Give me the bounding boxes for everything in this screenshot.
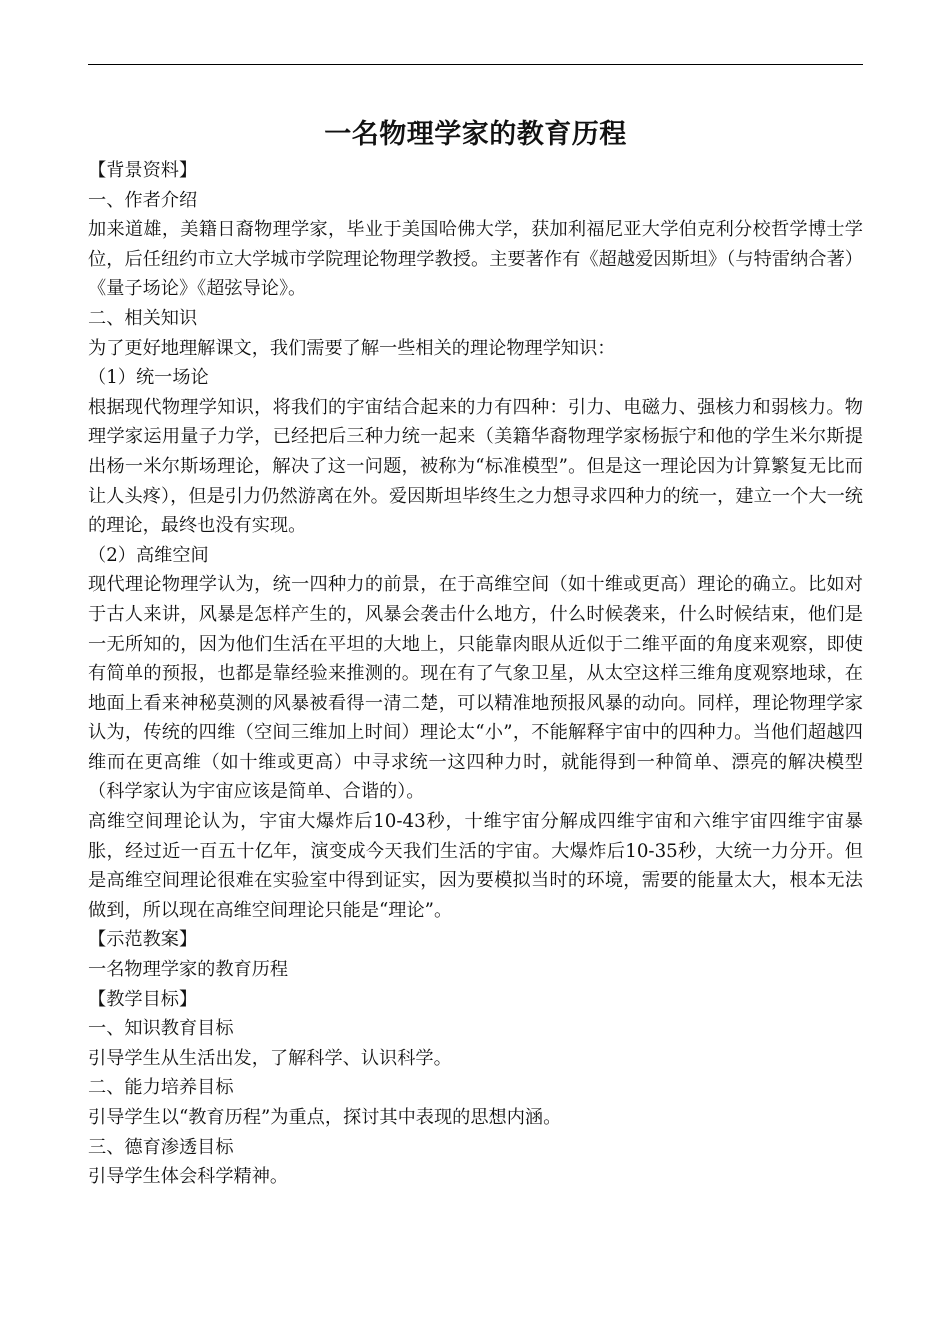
document-title: 一名物理学家的教育历程 bbox=[324, 119, 627, 150]
goal-knowledge-text: 引导学生从生活出发，了解科学、认识科学。 bbox=[88, 1047, 452, 1069]
goal-knowledge-heading: 一、知识教育目标 bbox=[88, 1018, 234, 1040]
unified-field-paragraph: 根据现代物理学知识，将我们的宇宙结合起来的力有四种：引力、电磁力、强核力和弱核力。物理学家运用量子力学，已经把后三种力统一起来（美籍华裔物理学家杨振宁和他的学生米尔斯提出杨一米尔斯场理论，解决了这一问题，被称为“标准模型”。但是这一理论因为计算繁复无比而让人头疼），但是引力仍然游离在外。爱因斯坦毕终生之力想寻求四种力的统一，建立一个大一统的理论，最终也没有实现。 bbox=[88, 396, 863, 537]
unified-field-heading: （1）统一场论 bbox=[88, 367, 209, 389]
background-heading: 【背景资料】 bbox=[88, 160, 198, 181]
teaching-goals-heading: 【教学目标】 bbox=[88, 988, 198, 1010]
lesson-plan-heading: 【示范教案】 bbox=[88, 929, 198, 951]
document-body bbox=[88, 118, 863, 1192]
goal-ability-text: 引导学生以“教育历程”为重点，探讨其中表现的思想内涵。 bbox=[88, 1107, 562, 1128]
lesson-plan-title: 一名物理学家的教育历程 bbox=[88, 959, 289, 981]
author-paragraph: 加来道雄，美籍日裔物理学家，毕业于美国哈佛大学，获加利福尼亚大学伯克利分校哲学博士学位，后任纽约市立大学城市学院理论物理学教授。主要著作有《超越爱因斯坦》（与特雷纳合著）《量子场论》《超弦导论》。 bbox=[88, 219, 863, 300]
high-dimension-paragraph-1: 现代理论物理学认为，统一四种力的前景，在于高维空间（如十维或更高）理论的确立。比如对于古人来讲，风暴是怎样产生的，风暴会袭击什么地方，什么时候袭来，什么时候结束，他们是一无所知的，因为他们生活在平坦的大地上，只能靠肉眼从近似于二维平面的角度来观察，即使有简单的预报，也都是靠经验来推测的。现在有了气象卫星，从太空这样三维角度观察地球，在地面上看来神秘莫测的风暴被看得一清二楚，可以精准地预报风暴的动向。同样，理论物理学家认为，传统的四维（空间三维加上时间）理论太“小”，不能解释宇宙中的四种力。当他们超越四维而在更高维（如十维或更高）中寻求统一这四种力时，就能得到一种简单、漂亮的解决模型（科学家认为宇宙应该是简单、合谐的）。 bbox=[88, 574, 863, 803]
header-rule bbox=[88, 64, 863, 65]
author-heading: 一、作者介绍 bbox=[88, 189, 198, 211]
goal-moral-heading: 三、德育渗透目标 bbox=[88, 1136, 234, 1158]
goal-moral-text: 引导学生体会科学精神。 bbox=[88, 1166, 289, 1188]
knowledge-heading: 二、相关知识 bbox=[88, 307, 198, 329]
goal-ability-heading: 二、能力培养目标 bbox=[88, 1077, 234, 1099]
knowledge-intro: 为了更好地理解课文，我们需要了解一些相关的理论物理学知识： bbox=[88, 337, 616, 359]
high-dimension-paragraph-2: 高维空间理论认为，宇宙大爆炸后10-43秒，十维宇宙分解成四维宇宙和六维宇宙四维宇宙暴胀，经过近一百五十亿年，演变成今天我们生活的宇宙。大爆炸后10-35秒，大统一力分开。但是高维空间理论很难在实验室中得到证实，因为要模拟当时的环境，需要的能量太大，根本无法做到，所以现在高维空间理论只能是“理论”。 bbox=[88, 811, 863, 921]
high-dimension-heading: （2）高维空间 bbox=[88, 544, 209, 566]
